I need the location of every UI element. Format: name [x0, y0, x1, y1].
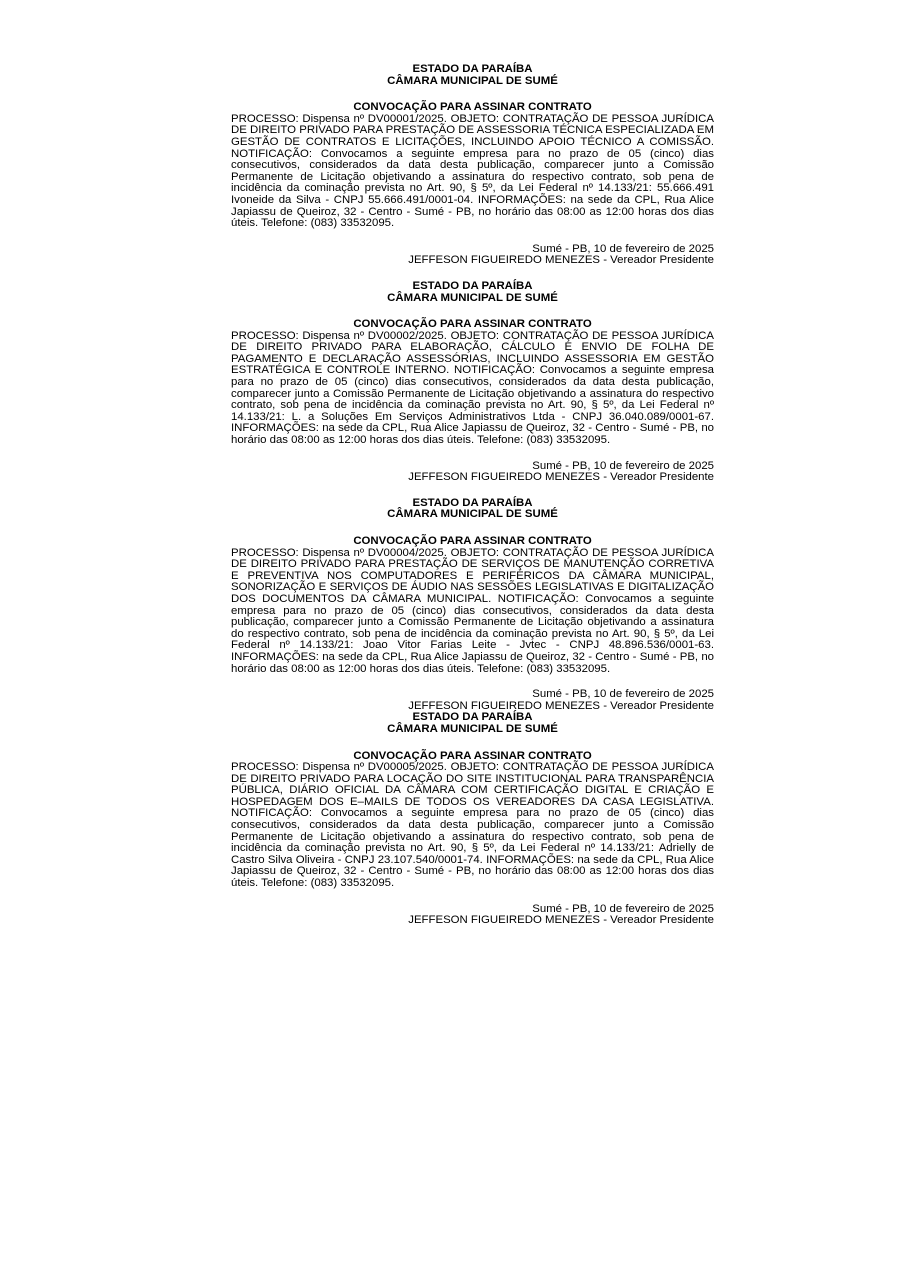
signature-block — [231, 244, 714, 267]
notice-body: PROCESSO: Dispensa nº DV00001/2025. OBJETO: CONTRATAÇÃO DE PESSOA JURÍDICA DE DIREITO PRIVADO PARA PRESTAÇÃO DE ASSESSORIA TÉCNICA ESPECIALIZADA EM GESTÃO DE CONTRATOS E LICITAÇÕES, INCLUINDO APOIO TÉCNICO A COMISSÃO. NOTIFICAÇÃO: Convocamos a seguinte empresa para no prazo de 05 (cinco) dias consecutivos, considerados da data desta publicação, comparecer junto a Comissão Permanente de Licitação objetivando a assinatura do respectivo contrato, sob pena de incidência da cominação prevista no Art. 90, § 5º, da Lei Federal nº 14.133/21: 55.666.491 Ivoneide da Silva - CNPJ 55.666.491/0001-04. INFORMAÇÕES: na sede da CPL, Rua Alice Japiassu de Queiroz, 32 - Centro - Sumé - PB, no horário das 08:00 as 12:00 horas dos dias úteis. Telefone: (083) 33532095. — [231, 112, 714, 230]
state-name: ESTADO DA PARAÍBA — [412, 279, 533, 292]
signer: JEFFESON FIGUEIREDO MENEZES - Vereador Presidente — [408, 254, 714, 267]
notice-1 — [231, 64, 714, 267]
chamber-name: CÂMARA MUNICIPAL DE SUMÉ — [387, 74, 558, 87]
place-date: Sumé - PB, 10 de fevereiro de 2025 — [532, 902, 714, 915]
signature-block — [231, 904, 714, 927]
state-name: ESTADO DA PARAÍBA — [412, 711, 533, 724]
place-date: Sumé - PB, 10 de fevereiro de 2025 — [532, 242, 714, 255]
notice-header — [231, 498, 714, 521]
notice-title: CONVOCAÇÃO PARA ASSINAR CONTRATO — [353, 101, 592, 114]
state-name: ESTADO DA PARAÍBA — [412, 63, 533, 75]
chamber-name: CÂMARA MUNICIPAL DE SUMÉ — [387, 291, 558, 304]
notice-title: CONVOCAÇÃO PARA ASSINAR CONTRATO — [353, 318, 592, 331]
notice-4 — [231, 712, 714, 927]
notice-body: PROCESSO: Dispensa nº DV00004/2025. OBJETO: CONTRATAÇÃO DE PESSOA JURÍDICA DE DIREITO PRIVADO PARA PRESTAÇÃO DE SERVIÇOS DE MANUTENÇÃO CORRETIVA E PREVENTIVA NOS COMPUTADORES E PERIFÉRICOS DA CÂMARA MUNICIPAL, SONORIZAÇÃO E SERVIÇOS DE ÁUDIO NAS SESSÕES LEGISLATIVAS E DIGITALIZAÇÃO DOS DOCUMENTOS DA CÂMARA MUNICIPAL. NOTIFICAÇÃO: Convocamos a seguinte empresa para no prazo de 05 (cinco) dias consecutivos, considerados da data desta publicação, comparecer junto a Comissão Permanente de Licitação objetivando a assinatura do respectivo contrato, sob pena de incidência da cominação prevista no Art. 90, § 5º, da Lei Federal nº 14.133/21: Joao Vitor Farias Leite - Jvtec - CNPJ 48.896.536/0001-63. INFORMAÇÕES: na sede da CPL, Rua Alice Japiassu de Queiroz, 32 - Centro - Sumé - PB, no horário das 08:00 as 12:00 horas dos dias úteis. Telefone: (083) 33532095. — [231, 546, 714, 675]
notice-3 — [231, 498, 714, 713]
notice-body: PROCESSO: Dispensa nº DV00002/2025. OBJETO: CONTRATAÇÃO DE PESSOA JURÍDICA DE DIREITO PRIVADO PARA ELABORAÇÃO, CÁLCULO E ENVIO DE FOLHA DE PAGAMENTO E DECLARAÇÃO ASSESSÓRIAS, INCLUINDO ASSESSORIA EM GESTÃO ESTRATÉGICA E CONTROLE INTERNO. NOTIFICAÇÃO: Convocamos a seguinte empresa para no prazo de 05 (cinco) dias consecutivos, considerados da data desta publicação, comparecer junto a Comissão Permanente de Licitação objetivando a assinatura do respectivo contrato, sob pena de incidência da cominação prevista no Art. 90, § 5º, da Lei Federal nº 14.133/21: L. a Soluções Em Serviços Administrativos Ltda - CNPJ 36.040.089/0001-67. INFORMAÇÕES: na sede da CPL, Rua Alice Japiassu de Queiroz, 32 - Centro - Sumé - PB, no horário das 08:00 as 12:00 horas dos dias úteis. Telefone: (083) 33532095. — [231, 329, 714, 447]
notice-header — [231, 64, 714, 87]
notice-header — [231, 281, 714, 304]
signer: JEFFESON FIGUEIREDO MENEZES - Vereador Presidente — [408, 471, 714, 484]
document-page — [231, 64, 714, 927]
place-date: Sumé - PB, 10 de fevereiro de 2025 — [532, 688, 714, 701]
signature-block — [231, 461, 714, 484]
notice-title: CONVOCAÇÃO PARA ASSINAR CONTRATO — [353, 749, 592, 762]
place-date: Sumé - PB, 10 de fevereiro de 2025 — [532, 459, 714, 472]
notice-header — [231, 712, 714, 735]
chamber-name: CÂMARA MUNICIPAL DE SUMÉ — [387, 722, 558, 735]
signature-block — [231, 689, 714, 712]
notice-body: PROCESSO: Dispensa nº DV00005/2025. OBJETO: CONTRATAÇÃO DE PESSOA JURÍDICA DE DIREITO PRIVADO PARA LOCAÇÃO DO SITE INSTITUCIONAL PARA TRANSPARÊNCIA PÚBLICA, DIÁRIO OFICIAL DA CÂMARA COM CERTIFICAÇÃO DIGITAL E CRIAÇÃO E HOSPEDAGEM DOS E–MAILS DE TODOS OS VEREADORES DA CASA LEGISLATIVA. NOTIFICAÇÃO: Convocamos a seguinte empresa para no prazo de 05 (cinco) dias consecutivos, considerados da data desta publicação, comparecer junto a Comissão Permanente de Licitação objetivando a assinatura do respectivo contrato, sob pena de incidência da cominação prevista no Art. 90, § 5º, da Lei Federal nº 14.133/21: Adrielly de Castro Silva Oliveira - CNPJ 23.107.540/0001-74. INFORMAÇÕES: na sede da CPL, Rua Alice Japiassu de Queiroz, 32 - Centro - Sumé - PB, no horário das 08:00 as 12:00 horas dos dias úteis. Telefone: (083) 33532095. — [231, 761, 714, 890]
notice-2 — [231, 281, 714, 484]
signer: JEFFESON FIGUEIREDO MENEZES - Vereador Presidente — [408, 699, 714, 712]
chamber-name: CÂMARA MUNICIPAL DE SUMÉ — [387, 508, 558, 521]
state-name: ESTADO DA PARAÍBA — [412, 496, 533, 509]
signer: JEFFESON FIGUEIREDO MENEZES - Vereador Presidente — [408, 914, 714, 927]
notice-title: CONVOCAÇÃO PARA ASSINAR CONTRATO — [353, 535, 592, 547]
